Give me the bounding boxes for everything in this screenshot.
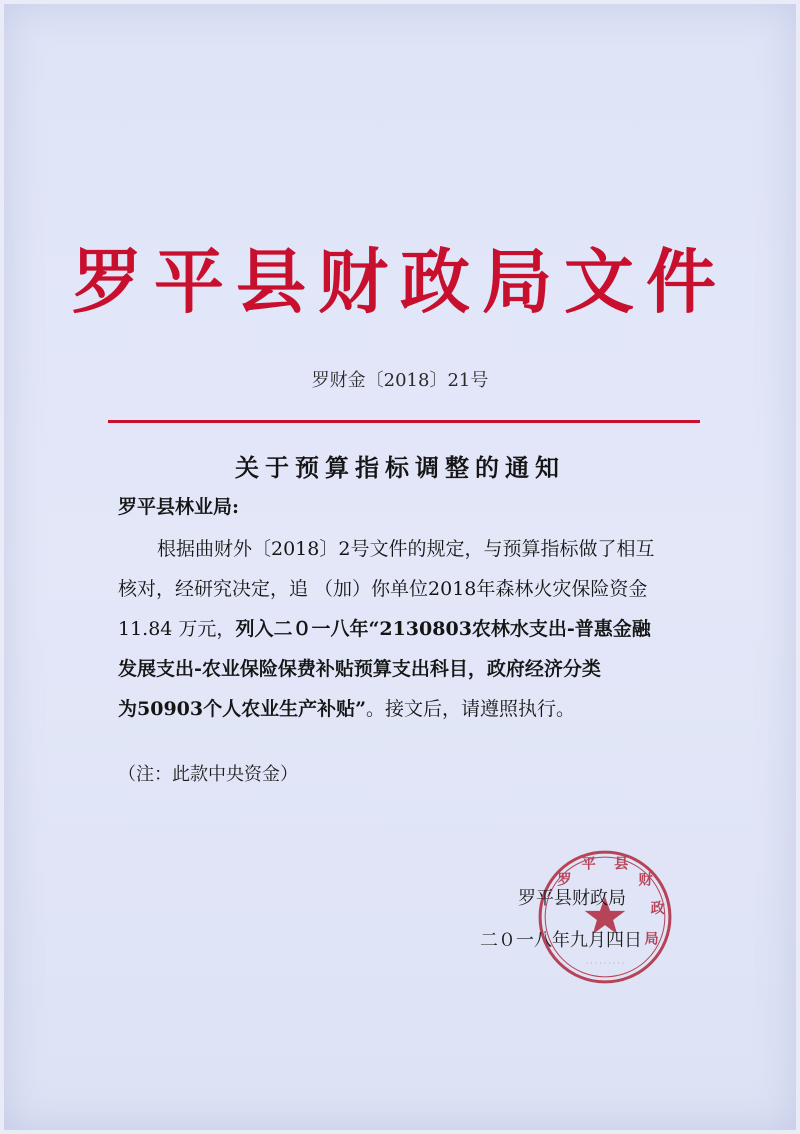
body-subject-end: 为50903个人农业生产补贴” xyxy=(118,698,367,720)
body-line-3 xyxy=(118,614,651,641)
seal-char-4: 财 xyxy=(638,872,653,889)
seal-char-6: 局 xyxy=(644,931,659,948)
issuer-name: 罗平县财政局 xyxy=(518,888,626,909)
svg-text:· · · · · · · · ·: · · · · · · · · · xyxy=(585,958,625,968)
recipient: 罗平县林业局: xyxy=(118,496,240,518)
red-divider-line xyxy=(108,420,700,423)
body-subject-start: 列入二０一八年“2130803农林水支出-普惠金融 xyxy=(235,618,651,640)
body-line-1: 根据曲财外〔2018〕2号文件的规定，与预算指标做了相互 xyxy=(157,538,655,560)
seal-char-2: 平 xyxy=(581,856,596,873)
seal-char-1: 罗 xyxy=(557,872,572,889)
body-amount: 11.84 万元， xyxy=(118,618,236,640)
funding-note: （注：此款中央资金） xyxy=(118,764,298,785)
official-seal-stamp xyxy=(534,846,676,988)
document-number: 罗财金〔2018〕21号 xyxy=(311,370,489,391)
seal-char-3: 县 xyxy=(614,856,629,873)
body-line-4: 发展支出-农业保险保费补贴预算支出科目，政府经济分类 xyxy=(118,658,601,680)
issue-date: 二０一八年九月四日 xyxy=(480,930,642,951)
document-header-title: 罗平县财政局文件 xyxy=(72,240,728,323)
body-instruction: 。接文后，请遵照执行。 xyxy=(366,698,576,720)
notice-title: 关于预算指标调整的通知 xyxy=(235,453,565,482)
document-page xyxy=(4,4,796,1130)
body-line-2: 核对，经研究决定，追 （加）你单位2018年森林火灾保险资金 xyxy=(118,578,648,600)
body-line-5 xyxy=(118,694,575,721)
seal-char-5: 政 xyxy=(650,900,665,917)
